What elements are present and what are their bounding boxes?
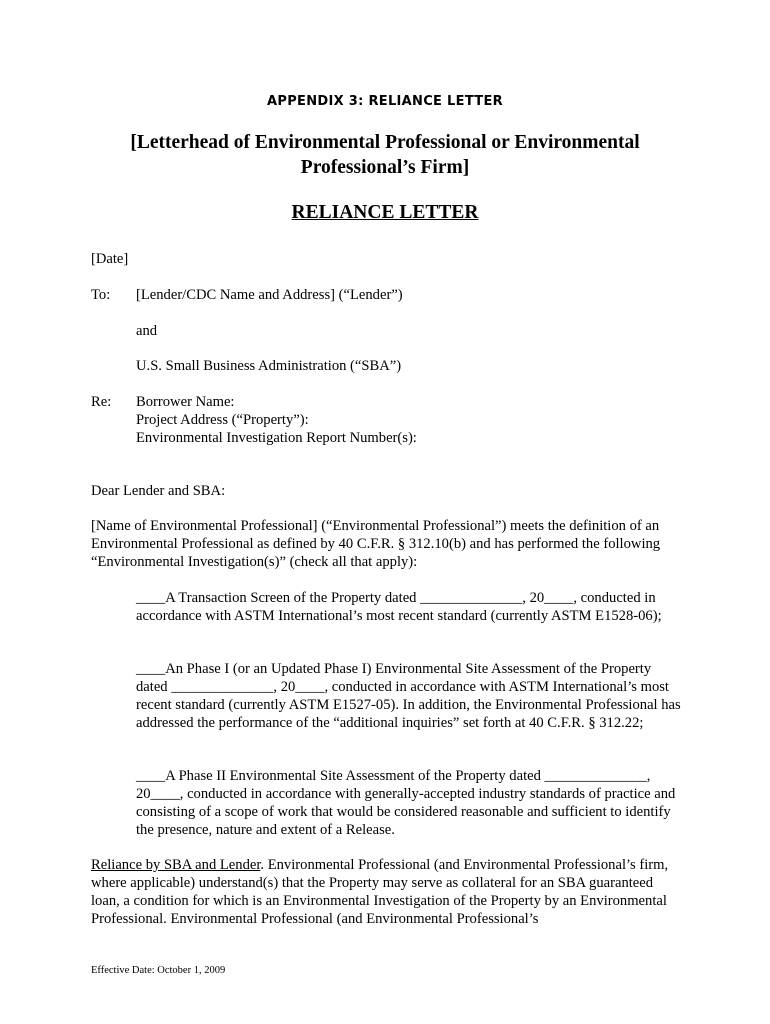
to-sba: U.S. Small Business Administration (“SBA”) xyxy=(136,358,402,374)
option-transaction-screen: ____A Transaction Screen of the Property dated ______________, 20____, conducted in accordance with ASTM International’s most recent standard (currently ASTM E1528-06); xyxy=(136,590,662,624)
re-project-address: Project Address (“Property”): xyxy=(136,412,309,428)
to-lender: [Lender/CDC Name and Address] (“Lender”) xyxy=(136,287,403,303)
appendix-heading: APPENDIX 3: RELIANCE LETTER xyxy=(267,94,503,109)
re-borrower: Borrower Name: xyxy=(136,394,235,410)
to-label: To: xyxy=(91,287,111,303)
re-report-number: Environmental Investigation Report Number(s): xyxy=(136,430,417,446)
to-and: and xyxy=(136,323,158,339)
letterhead-placeholder: [Letterhead of Environmental Professional or Environmental Professional’s Firm] xyxy=(130,132,640,178)
re-label: Re: xyxy=(91,394,112,410)
salutation: Dear Lender and SBA: xyxy=(91,483,226,499)
option-phase-two: ____A Phase II Environmental Site Assessment of the Property dated ______________, 20____, conducted in accordance with generally-accepted industry standards of practice and consisting of a scope of work that would be considered reasonable and sufficient to identify the presence, nature and extent of a Release. xyxy=(136,768,676,838)
reliance-heading: Reliance by SBA and Lender xyxy=(91,857,261,873)
option-phase-one: ____An Phase I (or an Updated Phase I) Environmental Site Assessment of the Property dated ______________, 20____, conducted in accordance with ASTM International’s most recent standard (currently ASTM E1527-05). In addition, the Environmental Professional has addressed the performance of the “additional inquiries” set forth at 40 C.F.R. § 312.22; xyxy=(136,661,681,731)
reliance-paragraph xyxy=(91,856,675,928)
letter-title: RELIANCE LETTER xyxy=(291,202,479,223)
footer-effective-date: Effective Date: October 1, 2009 xyxy=(91,965,226,976)
reliance-body: . Environmental Professional (and Environmental Professional’s firm, where applicable) understand(s) that the Property may serve as collateral for an SBA guaranteed loan, a condition for which is an Environmental Investigation of the Property by an Environmental Professional. Environmental Professional (and Environmental Professional’s xyxy=(91,857,669,927)
intro-paragraph: [Name of Environmental Professional] (“Environmental Professional”) meets the definition of an Environmental Professional as defined by 40 C.F.R. § 312.10(b) and has performed the following “Environmental Investigation(s)” (check all that apply): xyxy=(91,518,661,570)
date-placeholder: [Date] xyxy=(91,251,129,267)
